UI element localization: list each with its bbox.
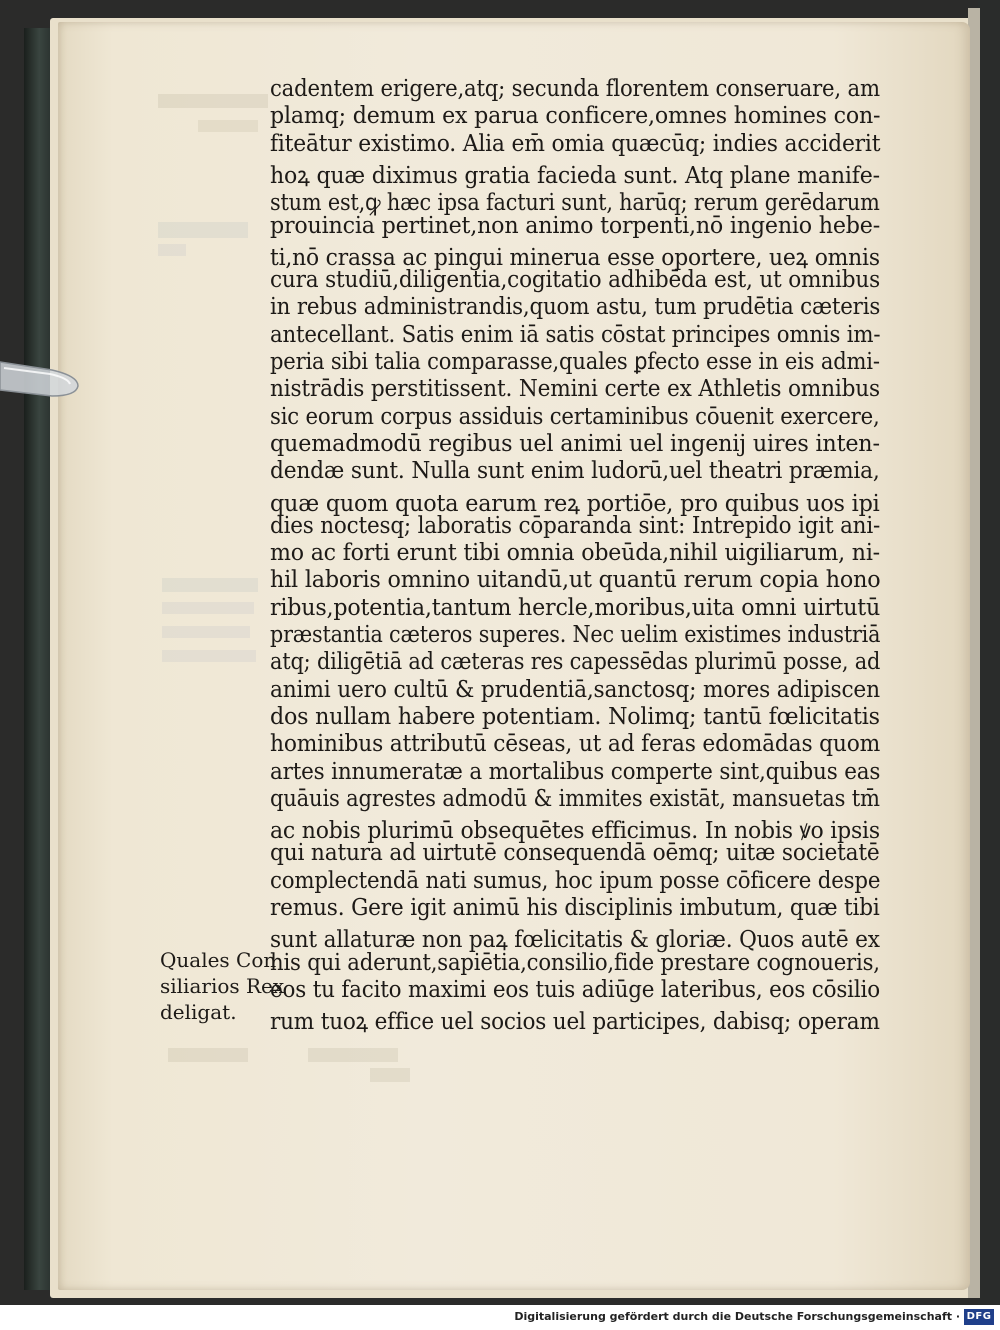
margin-note-line: siliarios Rex — [160, 974, 285, 998]
text-line: qui natura ad uirtutē consequendā oēmq; uitæ societatē — [270, 840, 880, 867]
text-line: cadentem erigere,atq; secunda florentem conseruare, am — [270, 76, 880, 102]
bleed-through-mark — [162, 626, 250, 638]
text-line: præstantia cæteros superes. Nec uelim existimes industriā — [270, 622, 881, 648]
text-line: dendæ sunt. Nulla sunt enim ludorū,uel theatri præmia, — [270, 458, 880, 485]
bleed-through-mark — [162, 602, 254, 614]
bleed-through-mark — [158, 244, 186, 256]
text-line: animi uero cultū & prudentiā,sanctosq; mores adipiscen — [270, 676, 880, 703]
text-line: dies noctesq; laboratis cōparanda sint: Intrepido igit ani- — [270, 512, 881, 539]
margin-note-line: Quales Con — [160, 948, 277, 972]
margin-note-line: deligat. — [160, 1000, 237, 1024]
text-line: cura studiū,diligentia,cogitatio adhibēda est, ut omnibus — [270, 267, 880, 294]
text-line: peria sibi talia comparasse,quales ꝑfecto esse in eis admi- — [270, 349, 880, 375]
text-line: nistrādis perstitissent. Nemini certe ex Athletis omnibus — [270, 376, 880, 403]
bleed-through-mark — [168, 1048, 248, 1062]
bleed-through-mark — [370, 1068, 410, 1082]
right-scan-border — [978, 0, 1000, 1305]
text-line: fiteātur existimo. Alia em̄ omia quæcūq; indies acciderit — [270, 130, 881, 157]
text-line: artes innumeratæ a mortalibus comperte sint,quibus eas — [270, 758, 881, 785]
text-line: atq; diligētiā ad cæteras res capessēdas plurimū posse, ad — [270, 649, 881, 676]
text-line: antecellant. Satis enim iā satis cōstat principes omnis im- — [270, 321, 881, 348]
text-line: quemadmodū regibus uel animi uel ingenij uires inten- — [270, 430, 880, 457]
text-line: in rebus administrandis,quom astu, tum prudētia cæteris — [270, 294, 881, 321]
text-line: quāuis agrestes admodū & immites existāt, mansuetas tm̄ — [270, 785, 880, 812]
text-line: ac nobis plurimū obsequētes efficimus. In nobis ꝟo ipsis — [270, 818, 880, 845]
footer-bar — [0, 1305, 1000, 1330]
dfg-logo: DFG — [964, 1309, 994, 1325]
text-line: hoꝝ quæ diximus gratia facieda sunt. Atq plane manife- — [270, 162, 880, 189]
text-line: eos tu facito maximi eos tuis adiūge lateribus, eos cōsilio — [270, 976, 880, 1003]
footer-credit: Digitalisierung gefördert durch die Deutsche Forschungsgemeinschaft · — [514, 1310, 960, 1323]
text-line: mo ac forti erunt tibi omnia obeūda,nihil uigiliarum, ni- — [270, 540, 880, 567]
text-line: ti,nō crassa ac pingui mineruа esse oportere, ueꝝ omnis — [270, 244, 880, 271]
text-line: rum tuoꝝ effice uel socios uel participes, dabisq; operam — [270, 1009, 880, 1036]
text-line: hil laboris omnino uitandū,ut quantū rerum copia hono — [270, 567, 881, 594]
text-line: sunt allaturæ non paꝝ fœlicitatis & gloriæ. Quos autē ex — [270, 927, 880, 954]
bleed-through-mark — [158, 222, 248, 238]
text-line: sic eorum corpus assiduis certaminibus cōuenit exercere, — [270, 403, 880, 430]
bleed-through-mark — [158, 94, 268, 108]
text-line: prouincia pertinet,non animo torpenti,nō ingenio hebe- — [270, 212, 881, 239]
text-line: plamq; demum ex parua conficere,omnes homines con- — [270, 103, 881, 130]
text-line: his qui aderunt,sapiētia,consilio,fide prestare cognoueris, — [270, 949, 880, 976]
bleed-through-mark — [162, 578, 258, 592]
text-line: quæ quom quota earum reꝝ portiōe, pro quibus uos ipi — [270, 490, 880, 517]
bleed-through-mark — [308, 1048, 398, 1062]
text-line: dos nullam habere potentiam. Nolimq; tantū fœlicitatis — [270, 703, 880, 730]
text-line: complectendā nati sumus, hoc ipum posse cōficere despe — [270, 867, 881, 894]
text-line: ribus,potentia,tantum hercle,moribus,uita omni uirtutū — [270, 594, 881, 621]
text-line: hominibus attributū cēseas, ut ad feras edomādas quom — [270, 731, 881, 758]
bleed-through-mark — [198, 120, 258, 132]
text-line: stum est,ꝙ hæc ipsa facturi sunt, harūq; rerum gerēdarum — [270, 190, 880, 217]
bleed-through-mark — [162, 650, 256, 662]
text-line: remus. Gere igit animū his disciplinis imbutum, quæ tibi — [270, 895, 880, 921]
scanner-clip — [0, 356, 80, 400]
